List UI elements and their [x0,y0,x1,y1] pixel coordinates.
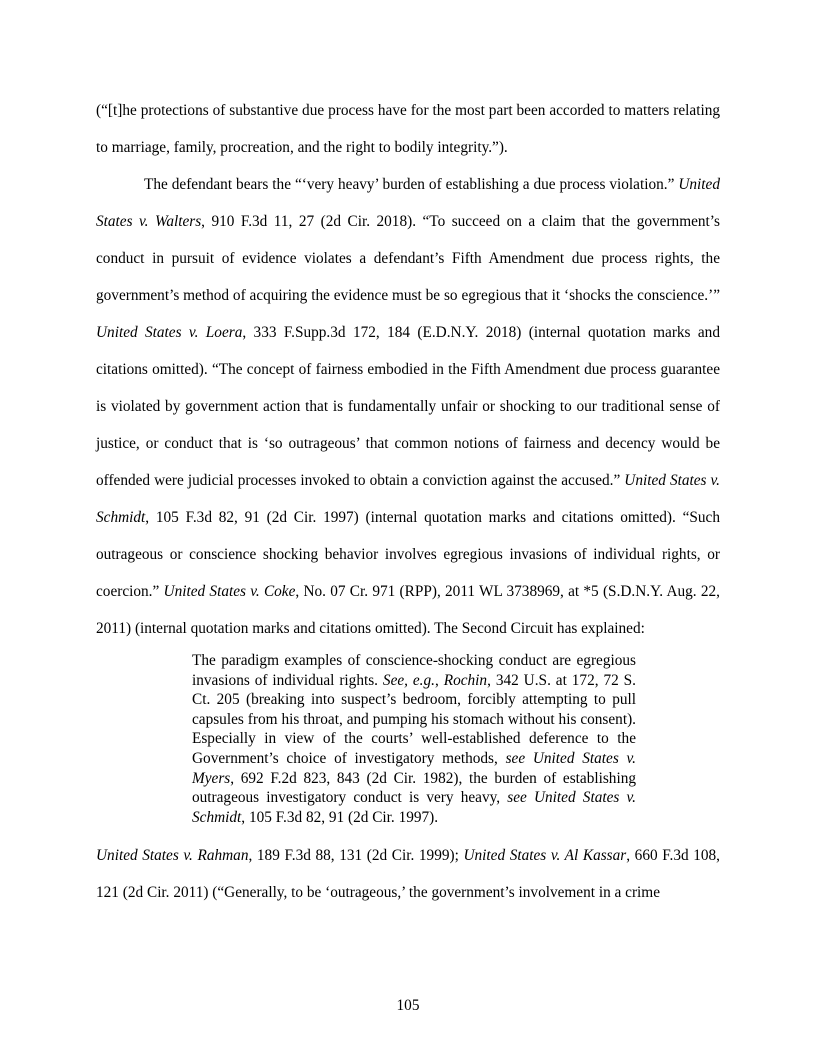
case-citation: United States v. Loera [96,324,243,341]
document-page [96,92,720,911]
text-run: , 692 F.2d 823, 843 (2d Cir. 1982), the burden of establishing outrageous investigatory conduct is very heavy, [192,769,636,807]
case-citation: United States v. Al Kassar [463,847,627,865]
text-run: , 189 F.3d 88, 131 (2d Cir. 1999); [248,847,464,865]
page-number: 105 [396,997,420,1014]
text-run: , 910 F.3d 11, 27 (2d Cir. 2018). “To succeed on a claim that the government’s conduct in pursuit of evidence violates a defendant’s Fifth Amendment due process rights, the government’s method of acquiring the evidence must be so egregious that it ‘shocks the conscience.’” [96,213,720,304]
case-citation: United States v. Coke [163,583,296,600]
text-run: , 342 U.S. at 172, 72 S. Ct. 205 (breaking into suspect’s bedroom, forcibly attempting to pull capsules from his throat, and pumping his stomach without his consent). Especially in view of the courts’ well-established deference to the Government’s choice of investigatory methods, [192,671,637,767]
text-run: The paradigm examples of conscience-shocking conduct are egregious invasions of individual rights. [192,652,636,689]
text-run: (“[t]he protections of substantive due process have for the most part been accorded to matters relating to marriage, family, procreation, and the right to bodily integrity.”). [96,102,720,156]
case-citation: Rochin [443,671,488,689]
paragraph-substantive-due-process [96,92,720,166]
case-citation: United States v. Walters [96,176,720,230]
text-run: , 105 F.3d 82, 91 (2d Cir. 1997). [241,808,439,826]
case-citation: United States v. Rahman [96,847,249,865]
text-run: , 105 F.3d 82, 91 (2d Cir. 1997) (internal quotation marks and citations omitted). “Such outrageous or conscience shocking behavior involves egregious invasions of individual rights, or coercion.” [96,509,720,600]
text-run: , [434,671,444,689]
text-run: , No. 07 Cr. 971 (RPP), 2011 WL 3738969, at *5 (S.D.N.Y. Aug. 22, 2011) (internal quotation marks and citations omitted). The Second Circuit has explained: [96,583,720,637]
text-run: The defendant bears the “‘very heavy’ burden of establishing a due process violation.” [144,176,679,193]
case-citation: see United States v. Schmidt [192,789,637,826]
paragraph-rahman-citation [96,837,720,911]
paragraph-due-process-burden [96,166,720,647]
block-quote [192,651,636,827]
text-run: , 660 F.3d 108, 121 (2d Cir. 2011) (“Generally, to be ‘outrageous,’ the government’s involvement in a crime [96,847,721,902]
case-citation: United States v. Schmidt [96,472,720,526]
case-citation: see United States v. Myers [192,749,636,787]
citation-signal: See, e.g. [382,671,435,689]
text-run: , 333 F.Supp.3d 172, 184 (E.D.N.Y. 2018) (internal quotation marks and citations omitted). “The concept of fairness embodied in the Fifth Amendment due process guarantee is violated by government action that is fundamentally unfair or shocking to our traditional sense of justice, or conduct that is ‘so outrageous’ that common notions of fairness and decency would be offended were judicial processes invoked to obtain a conviction against the accused.” [96,324,720,489]
